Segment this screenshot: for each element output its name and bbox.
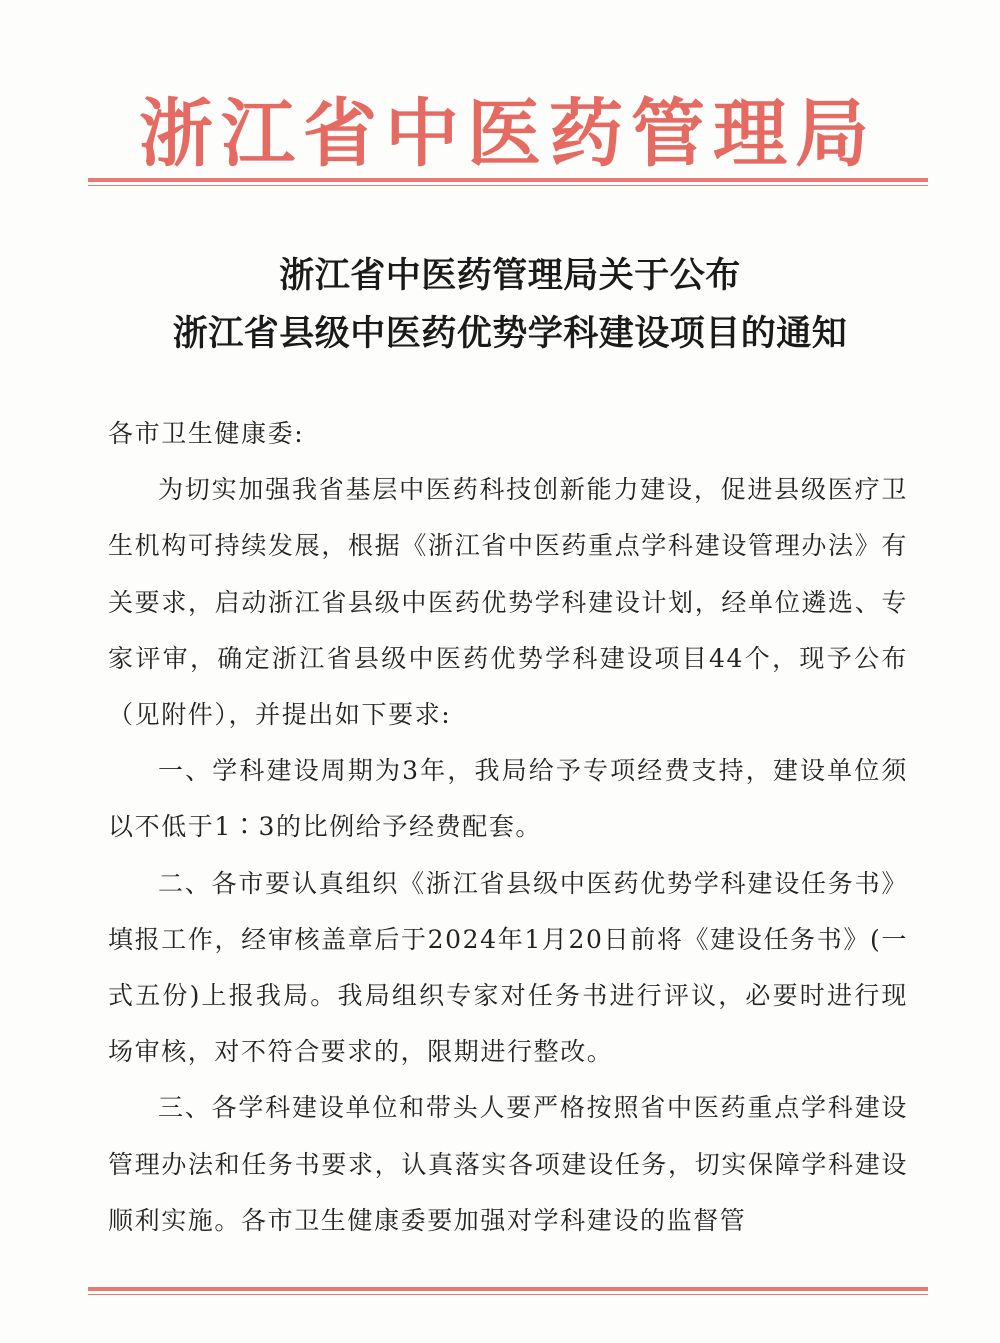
letterhead-red-rule [88, 178, 928, 186]
document-title-line-1: 浙江省中医药管理局关于公布 [279, 255, 741, 296]
body-paragraph: 三、各学科建设单位和带头人要严格按照省中医药重点学科建设管理办法和任务书要求，认真落实各项建设任务，切实保障学科建设顺利实施。各市卫生健康委要加强对学科建设的监督管 [108, 1093, 908, 1235]
body-paragraph: 二、各市要认真组织《浙江省县级中医药优势学科建设任务书》填报工作，经审核盖章后于2024年1月20日前将《建设任务书》(一式五份)上报我局。我局组织专家对任务书进行评议，必要时进行现场审核，对不符合要求的，限期进行整改。 [108, 868, 908, 1067]
salutation: 各市卫生健康委: [108, 419, 305, 448]
body-paragraph: 一、学科建设周期为3年，我局给予专项经费支持，建设单位须以不低于1∶3的比例给予经费配套。 [108, 756, 908, 842]
document-title-line-2: 浙江省县级中医药优势学科建设项目的通知 [172, 313, 848, 354]
body-paragraph: 为切实加强我省基层中医药科技创新能力建设，促进县级医疗卫生机构可持续发展，根据《浙江省中医药重点学科建设管理办法》有关要求，启动浙江省县级中医药优势学科建设计划，经单位遴选、专家评审，确定浙江省县级中医药优势学科建设项目44个，现予公布（见附件），并提出如下要求: [108, 475, 908, 730]
footer-red-rule [88, 1287, 928, 1295]
document-body [108, 406, 908, 1249]
letterhead-agency-name: 浙江省中医药管理局 [139, 91, 877, 177]
